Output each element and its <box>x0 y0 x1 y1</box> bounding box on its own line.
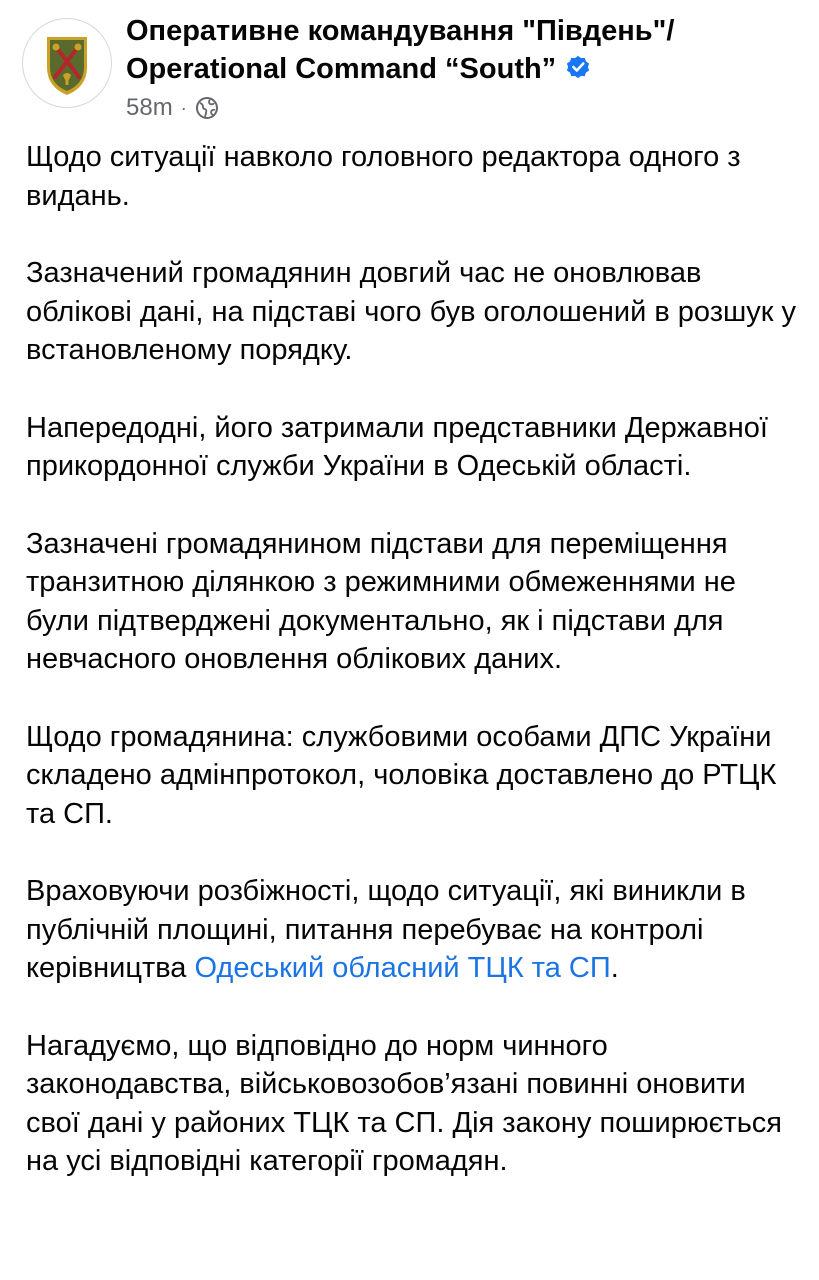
military-emblem-icon <box>23 19 111 107</box>
paragraph-6-end: . <box>610 952 619 984</box>
post-paragraph-3: Напередодні, його затримали представники Державної прикордонної служби України в Одеській області. <box>26 411 768 482</box>
page-avatar[interactable] <box>22 18 112 108</box>
post-timestamp[interactable]: 58m <box>126 94 173 121</box>
post-body <box>26 138 801 1220</box>
post-paragraph-7: Нагадуємо, що відповідно до норм чинного законодавства, військовозобов’язані повинні оновити свої дані у районих ТЦК та СП. Дія закону поширюється на усі відповідні категорії громадян. <box>26 1029 783 1177</box>
post-paragraph-2: Зазначений громадянин довгий час не оновлював облікові дані, на підставі чого був оголошений в розшук у встановленому порядку. <box>26 257 797 366</box>
paragraph-6-text: Враховуючи розбіжності, щодо ситуації, які виникли в публічній площині, питання перебуває на контролі керівництва <box>26 875 746 984</box>
post-header <box>0 0 819 130</box>
page-name[interactable] <box>126 12 806 88</box>
page-name-line-1[interactable]: Оперативне командування "Південь"/ <box>126 15 675 47</box>
post-paragraph-5: Щодо громадянина: службовими особами ДПС України складено адмінпротокол, чоловіка доставлено до РТЦК та СП. <box>26 720 777 830</box>
post-meta <box>126 93 219 123</box>
page-name-english[interactable]: Operational Command “South” <box>126 53 557 85</box>
post-paragraph-4: Зазначені громадянином підстави для переміщення транзитною ділянкою з режимними обмеженнями не були підтверджені документально, як і підстави для невчасного оновлення облікових даних. <box>26 527 736 675</box>
verified-badge-icon <box>564 53 592 81</box>
page-name-line-2[interactable] <box>126 50 806 88</box>
globe-icon[interactable] <box>195 96 219 120</box>
post-paragraph-1: Щодо ситуації навколо головного редактора одного з видань. <box>26 141 741 212</box>
meta-separator: · <box>180 97 187 118</box>
tagged-page-link[interactable]: Одеський обласний ТЦК та СП <box>194 952 611 984</box>
post-paragraph-6 <box>26 872 801 988</box>
